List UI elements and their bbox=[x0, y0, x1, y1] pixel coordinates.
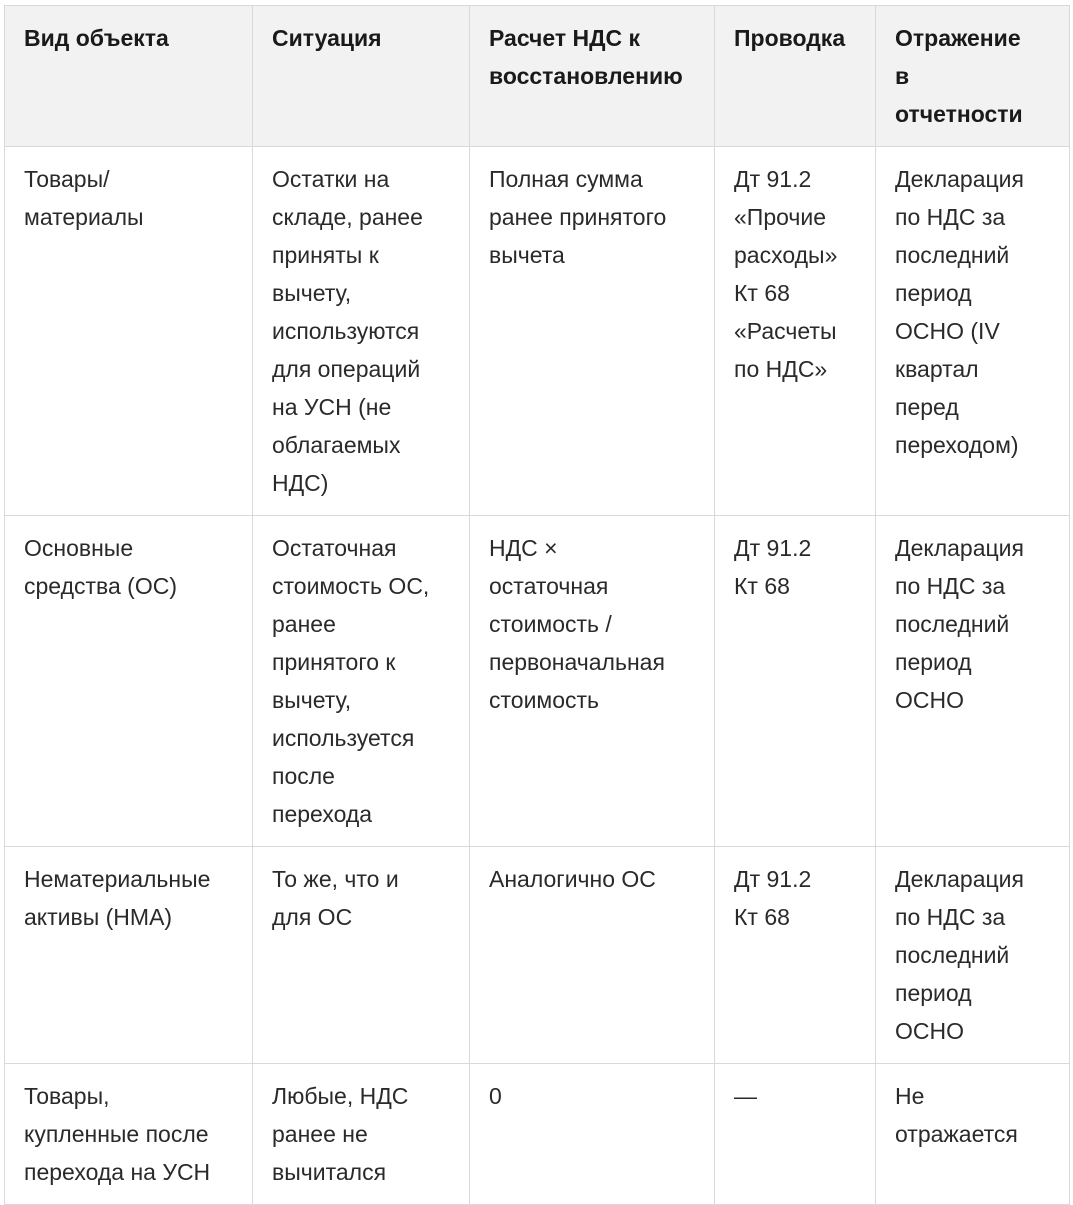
cell-situation: То же, что и для ОС bbox=[253, 847, 470, 1064]
cell-object-type: Нематериальные активы (НМА) bbox=[5, 847, 253, 1064]
cell-posting: Дт 91.2 Кт 68 bbox=[715, 516, 876, 847]
table-row bbox=[5, 847, 1070, 1064]
cell-reporting: Декларация по НДС за последний период ОСНО bbox=[876, 847, 1070, 1064]
header-posting: Проводка bbox=[715, 6, 876, 147]
cell-reporting: Декларация по НДС за последний период ОСНО bbox=[876, 516, 1070, 847]
cell-situation: Любые, НДС ранее не вычитался bbox=[253, 1064, 470, 1205]
cell-reporting: Не отражается bbox=[876, 1064, 1070, 1205]
table-row bbox=[5, 1064, 1070, 1205]
cell-object-type: Товары/ материалы bbox=[5, 147, 253, 516]
cell-vat-calculation: НДС × остаточная стоимость / первоначальная стоимость bbox=[470, 516, 715, 847]
header-reporting: Отражение в отчетности bbox=[876, 6, 1070, 147]
cell-vat-calculation: Аналогично ОС bbox=[470, 847, 715, 1064]
vat-restoration-table bbox=[4, 5, 1070, 1205]
cell-object-type: Основные средства (ОС) bbox=[5, 516, 253, 847]
cell-vat-calculation: 0 bbox=[470, 1064, 715, 1205]
cell-object-type: Товары, купленные после перехода на УСН bbox=[5, 1064, 253, 1205]
table-row bbox=[5, 516, 1070, 847]
cell-situation: Остаточная стоимость ОС, ранее принятого к вычету, используется после перехода bbox=[253, 516, 470, 847]
table-header-row bbox=[5, 6, 1070, 147]
cell-situation: Остатки на складе, ранее приняты к вычету, используются для операций на УСН (не облагаемых НДС) bbox=[253, 147, 470, 516]
header-vat-calculation: Расчет НДС к восстановлению bbox=[470, 6, 715, 147]
cell-reporting: Декларация по НДС за последний период ОСНО (IV квартал перед переходом) bbox=[876, 147, 1070, 516]
cell-posting: — bbox=[715, 1064, 876, 1205]
cell-vat-calculation: Полная сумма ранее принятого вычета bbox=[470, 147, 715, 516]
header-situation: Ситуация bbox=[253, 6, 470, 147]
cell-posting: Дт 91.2 Кт 68 bbox=[715, 847, 876, 1064]
header-object-type: Вид объекта bbox=[5, 6, 253, 147]
table-row bbox=[5, 147, 1070, 516]
cell-posting: Дт 91.2 «Прочие расходы» Кт 68 «Расчеты по НДС» bbox=[715, 147, 876, 516]
